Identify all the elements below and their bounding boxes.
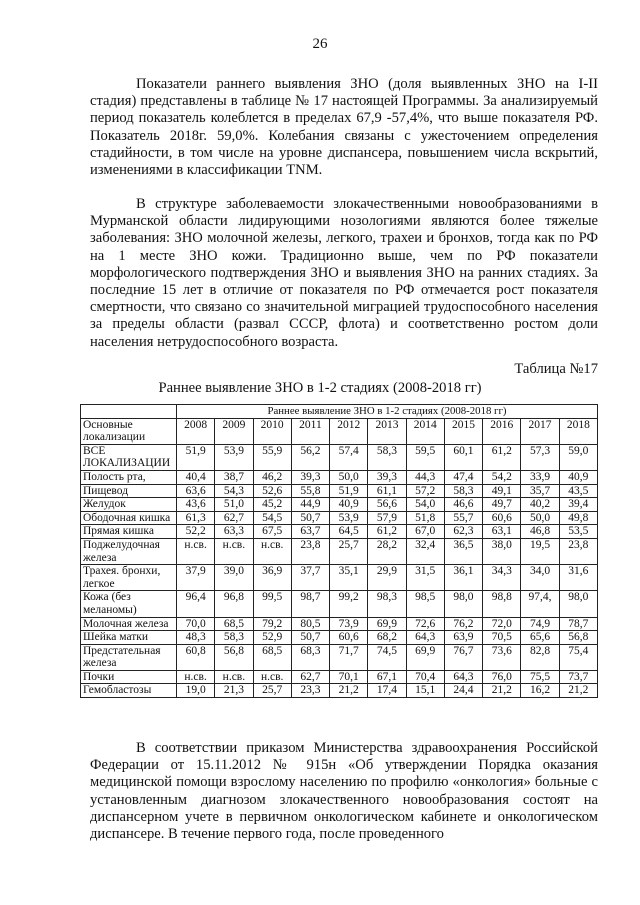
value-cell: 98,5 xyxy=(406,591,444,617)
value-cell: 68,5 xyxy=(215,617,253,631)
value-cell: 40,2 xyxy=(521,498,559,512)
table-row xyxy=(81,538,598,564)
value-cell: 38,0 xyxy=(483,538,521,564)
table-row xyxy=(81,511,598,525)
table-row xyxy=(81,591,598,617)
value-cell: 75,5 xyxy=(521,670,559,684)
localization-name-cell: Трахея. бронхи, легкое xyxy=(81,565,177,591)
table-band-header-row xyxy=(81,405,598,419)
year-header-cell: 2018 xyxy=(559,418,597,444)
value-cell: 68,2 xyxy=(368,631,406,645)
value-cell: 19,5 xyxy=(521,538,559,564)
table-row xyxy=(81,565,598,591)
table-row xyxy=(81,684,598,698)
value-cell: 36,9 xyxy=(253,565,291,591)
value-cell: 96,8 xyxy=(215,591,253,617)
value-cell: 34,3 xyxy=(483,565,521,591)
value-cell: 19,0 xyxy=(177,684,215,698)
value-cell: 64,3 xyxy=(444,670,482,684)
table-row xyxy=(81,644,598,670)
localization-name-cell: Почки xyxy=(81,670,177,684)
localization-name-cell: Шейка матки xyxy=(81,631,177,645)
value-cell: 98,8 xyxy=(483,591,521,617)
value-cell: 50,0 xyxy=(330,470,368,484)
value-cell: 65,6 xyxy=(521,631,559,645)
value-cell: 68,5 xyxy=(253,644,291,670)
value-cell: 54,5 xyxy=(253,511,291,525)
value-cell: 58,3 xyxy=(444,484,482,498)
value-cell: 70,5 xyxy=(483,631,521,645)
value-cell: 61,2 xyxy=(483,444,521,470)
year-header-cell: 2010 xyxy=(253,418,291,444)
value-cell: 15,1 xyxy=(406,684,444,698)
value-cell: 49,7 xyxy=(483,498,521,512)
value-cell: 76,7 xyxy=(444,644,482,670)
year-header-cell: 2012 xyxy=(330,418,368,444)
value-cell: 67,1 xyxy=(368,670,406,684)
value-cell: 50,0 xyxy=(521,511,559,525)
table-empty-corner xyxy=(81,405,177,419)
value-cell: 61,2 xyxy=(368,525,406,539)
value-cell: 50,7 xyxy=(291,631,329,645)
value-cell: 52,9 xyxy=(253,631,291,645)
value-cell: 25,7 xyxy=(253,684,291,698)
value-cell: н.св. xyxy=(177,538,215,564)
value-cell: 39,3 xyxy=(368,470,406,484)
localization-name-cell: Предстательная железа xyxy=(81,644,177,670)
value-cell: 57,3 xyxy=(521,444,559,470)
value-cell: 21,2 xyxy=(330,684,368,698)
value-cell: 53,5 xyxy=(559,525,597,539)
value-cell: 40,9 xyxy=(330,498,368,512)
year-header-cell: 2008 xyxy=(177,418,215,444)
value-cell: 73,9 xyxy=(330,617,368,631)
value-cell: н.св. xyxy=(215,670,253,684)
value-cell: 35,1 xyxy=(330,565,368,591)
value-cell: 44,9 xyxy=(291,498,329,512)
value-cell: 49,1 xyxy=(483,484,521,498)
localization-name-cell: Желудок xyxy=(81,498,177,512)
value-cell: 23,8 xyxy=(291,538,329,564)
value-cell: 72,0 xyxy=(483,617,521,631)
value-cell: 21,2 xyxy=(483,684,521,698)
localization-name-cell: ВСЕ ЛОКАЛИЗАЦИИ xyxy=(81,444,177,470)
table-row xyxy=(81,498,598,512)
table-band-header: Раннее выявление ЗНО в 1-2 стадиях (2008-2018 гг) xyxy=(177,405,598,419)
page-number: 26 xyxy=(312,36,328,52)
value-cell: н.св. xyxy=(215,538,253,564)
value-cell: 44,3 xyxy=(406,470,444,484)
year-header-cell: 2009 xyxy=(215,418,253,444)
value-cell: 36,1 xyxy=(444,565,482,591)
value-cell: 62,3 xyxy=(444,525,482,539)
value-cell: 62,7 xyxy=(291,670,329,684)
value-cell: 76,0 xyxy=(483,670,521,684)
year-header-cell: 2013 xyxy=(368,418,406,444)
value-cell: 40,9 xyxy=(559,470,597,484)
value-cell: 61,1 xyxy=(368,484,406,498)
paragraph-morbidity-structure: В структуре заболеваемости злокачественными новообразованиями в Мурманской области лидирующими нозологиями являются более тяжелые заболевания: ЗНО молочной железы, легкого, трахеи и бронхов, тогда как по РФ на 1 месте ЗНО кожи. Традиционно выше, чем по РФ показатели морфологического подтверждения ЗНО и выявления ЗНО на ранних стадиях. За последние 15 лет в отличие от показателя по РФ отмечается рост показателя смертности, что связано со значительной миграцией трудоспособного населения за пределы области (развал СССР, флота) и соответственно ростом доли населения нетрудоспособного возраста. xyxy=(90,196,598,350)
value-cell: 68,3 xyxy=(291,644,329,670)
value-cell: 55,7 xyxy=(444,511,482,525)
table-first-col-header: Основные локализации xyxy=(81,418,177,444)
value-cell: 59,5 xyxy=(406,444,444,470)
value-cell: 64,3 xyxy=(406,631,444,645)
value-cell: 98,3 xyxy=(368,591,406,617)
value-cell: 61,3 xyxy=(177,511,215,525)
table-row xyxy=(81,631,598,645)
value-cell: 25,7 xyxy=(330,538,368,564)
paragraph-early-detection: Показатели раннего выявления ЗНО (доля выявленных ЗНО на I-II стадия) представлены в таблице № 17 настоящей Программы. За анализируемый период показатель колеблется в пределах 67,9 -57,4%, что выше показателя РФ. Показатель 2018г. 59,0%. Колебания связаны с ужесточением определения стадийности, в том числе на уровне диспансера, повышением числа вскрытий, изменениями в классификации TNM. xyxy=(90,76,598,179)
table-row xyxy=(81,484,598,498)
value-cell: 39,0 xyxy=(215,565,253,591)
year-header-cell: 2015 xyxy=(444,418,482,444)
value-cell: 40,4 xyxy=(177,470,215,484)
value-cell: 75,4 xyxy=(559,644,597,670)
value-cell: 63,6 xyxy=(177,484,215,498)
year-header-cell: 2017 xyxy=(521,418,559,444)
value-cell: 54,2 xyxy=(483,470,521,484)
value-cell: н.св. xyxy=(253,670,291,684)
value-cell: н.св. xyxy=(253,538,291,564)
value-cell: 62,7 xyxy=(215,511,253,525)
value-cell: 99,2 xyxy=(330,591,368,617)
value-cell: 24,4 xyxy=(444,684,482,698)
value-cell: 34,0 xyxy=(521,565,559,591)
value-cell: 55,8 xyxy=(291,484,329,498)
localization-name-cell: Гемобластозы xyxy=(81,684,177,698)
table-row xyxy=(81,470,598,484)
value-cell: 21,3 xyxy=(215,684,253,698)
value-cell: 46,6 xyxy=(444,498,482,512)
value-cell: 28,2 xyxy=(368,538,406,564)
value-cell: 74,5 xyxy=(368,644,406,670)
value-cell: 54,0 xyxy=(406,498,444,512)
value-cell: 31,5 xyxy=(406,565,444,591)
value-cell: н.св. xyxy=(177,670,215,684)
value-cell: 23,8 xyxy=(559,538,597,564)
value-cell: 38,7 xyxy=(215,470,253,484)
localization-name-cell: Прямая кишка xyxy=(81,525,177,539)
localization-name-cell: Полость рта, xyxy=(81,470,177,484)
value-cell: 54,3 xyxy=(215,484,253,498)
value-cell: 52,6 xyxy=(253,484,291,498)
value-cell: 56,8 xyxy=(559,631,597,645)
value-cell: 51,9 xyxy=(330,484,368,498)
value-cell: 70,1 xyxy=(330,670,368,684)
value-cell: 63,7 xyxy=(291,525,329,539)
value-cell: 51,0 xyxy=(215,498,253,512)
year-header-cell: 2016 xyxy=(483,418,521,444)
value-cell: 58,3 xyxy=(215,631,253,645)
value-cell: 69,9 xyxy=(368,617,406,631)
value-cell: 57,2 xyxy=(406,484,444,498)
value-cell: 39,3 xyxy=(291,470,329,484)
value-cell: 53,9 xyxy=(330,511,368,525)
value-cell: 63,9 xyxy=(444,631,482,645)
early-detection-table xyxy=(80,404,598,698)
value-cell: 70,4 xyxy=(406,670,444,684)
value-cell: 72,6 xyxy=(406,617,444,631)
value-cell: 45,2 xyxy=(253,498,291,512)
value-cell: 96,4 xyxy=(177,591,215,617)
value-cell: 51,9 xyxy=(177,444,215,470)
value-cell: 57,9 xyxy=(368,511,406,525)
value-cell: 59,0 xyxy=(559,444,597,470)
value-cell: 73,6 xyxy=(483,644,521,670)
value-cell: 56,6 xyxy=(368,498,406,512)
value-cell: 50,7 xyxy=(291,511,329,525)
localization-name-cell: Молочная железа xyxy=(81,617,177,631)
value-cell: 71,7 xyxy=(330,644,368,670)
table-number-label: Таблица №17 xyxy=(514,361,598,377)
value-cell: 98,0 xyxy=(559,591,597,617)
value-cell: 73,7 xyxy=(559,670,597,684)
table-row xyxy=(81,444,598,470)
localization-name-cell: Кожа (без меланомы) xyxy=(81,591,177,617)
value-cell: 35,7 xyxy=(521,484,559,498)
value-cell: 63,1 xyxy=(483,525,521,539)
value-cell: 49,8 xyxy=(559,511,597,525)
value-cell: 64,5 xyxy=(330,525,368,539)
value-cell: 37,9 xyxy=(177,565,215,591)
value-cell: 56,8 xyxy=(215,644,253,670)
value-cell: 47,4 xyxy=(444,470,482,484)
year-header-cell: 2011 xyxy=(291,418,329,444)
table-title: Раннее выявление ЗНО в 1-2 стадиях (2008-2018 гг) xyxy=(158,380,482,396)
value-cell: 99,5 xyxy=(253,591,291,617)
localization-name-cell: Пищевод xyxy=(81,484,177,498)
value-cell: 55,9 xyxy=(253,444,291,470)
value-cell: 67,0 xyxy=(406,525,444,539)
value-cell: 60,8 xyxy=(177,644,215,670)
value-cell: 98,0 xyxy=(444,591,482,617)
value-cell: 51,8 xyxy=(406,511,444,525)
value-cell: 60,1 xyxy=(444,444,482,470)
value-cell: 29,9 xyxy=(368,565,406,591)
value-cell: 36,5 xyxy=(444,538,482,564)
value-cell: 21,2 xyxy=(559,684,597,698)
value-cell: 76,2 xyxy=(444,617,482,631)
value-cell: 58,3 xyxy=(368,444,406,470)
value-cell: 33,9 xyxy=(521,470,559,484)
localization-name-cell: Поджелудочная железа xyxy=(81,538,177,564)
value-cell: 53,9 xyxy=(215,444,253,470)
value-cell: 69,9 xyxy=(406,644,444,670)
value-cell: 23,3 xyxy=(291,684,329,698)
value-cell: 82,8 xyxy=(521,644,559,670)
localization-name-cell: Ободочная кишка xyxy=(81,511,177,525)
value-cell: 78,7 xyxy=(559,617,597,631)
value-cell: 31,6 xyxy=(559,565,597,591)
value-cell: 60,6 xyxy=(330,631,368,645)
paragraph-dispensary-registration: В соответствии приказом Министерства здравоохранения Российской Федерации от 15.11.2012 № 915н «Об утверждении Порядка оказания медицинской помощи взрослому населению по профилю «онкология» больные с установленным диагнозом злокачественного новообразования состоят на диспансерном учете в первичном онкологическом кабинете и онкологическом диспансере. В течение первого года, после проведенного xyxy=(90,740,598,843)
table-row xyxy=(81,617,598,631)
value-cell: 48,3 xyxy=(177,631,215,645)
table-row xyxy=(81,525,598,539)
value-cell: 46,8 xyxy=(521,525,559,539)
value-cell: 43,6 xyxy=(177,498,215,512)
table-row xyxy=(81,670,598,684)
value-cell: 97,4, xyxy=(521,591,559,617)
value-cell: 70,0 xyxy=(177,617,215,631)
value-cell: 57,4 xyxy=(330,444,368,470)
value-cell: 60,6 xyxy=(483,511,521,525)
value-cell: 16,2 xyxy=(521,684,559,698)
value-cell: 74,9 xyxy=(521,617,559,631)
value-cell: 80,5 xyxy=(291,617,329,631)
value-cell: 37,7 xyxy=(291,565,329,591)
value-cell: 63,3 xyxy=(215,525,253,539)
table-header-row xyxy=(81,418,598,444)
value-cell: 79,2 xyxy=(253,617,291,631)
value-cell: 52,2 xyxy=(177,525,215,539)
year-header-cell: 2014 xyxy=(406,418,444,444)
value-cell: 39,4 xyxy=(559,498,597,512)
value-cell: 46,2 xyxy=(253,470,291,484)
value-cell: 98,7 xyxy=(291,591,329,617)
value-cell: 32,4 xyxy=(406,538,444,564)
value-cell: 67,5 xyxy=(253,525,291,539)
value-cell: 17,4 xyxy=(368,684,406,698)
value-cell: 56,2 xyxy=(291,444,329,470)
value-cell: 43,5 xyxy=(559,484,597,498)
